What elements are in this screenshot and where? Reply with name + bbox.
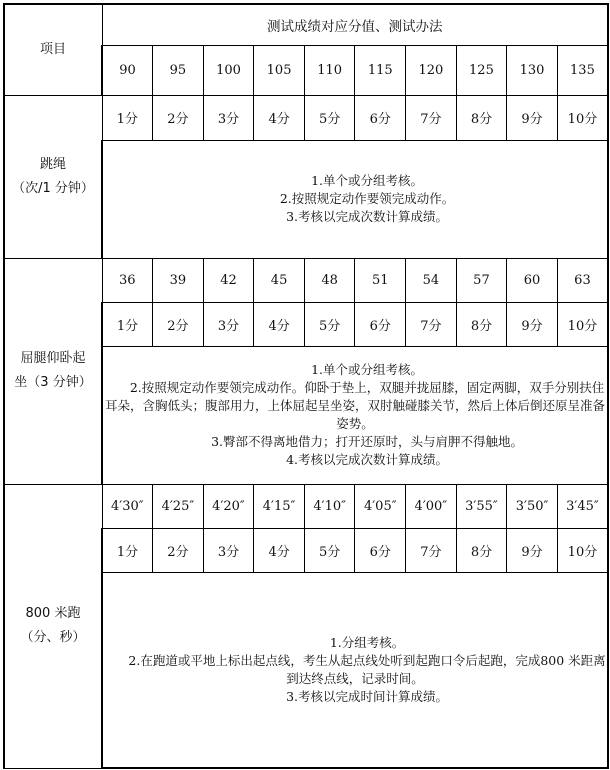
standards-title: 测试成绩对应分值、测试办法 [102, 4, 608, 45]
score-cell: 5分 [304, 302, 355, 346]
score-cell: 5分 [304, 95, 355, 140]
threshold-cell: 45 [254, 258, 305, 302]
threshold-cell: 4′00″ [406, 484, 457, 528]
method-line: 2.按照规定动作要领完成动作。仰卧于垫上，双腿并拢屈膝，固定两脚，双手分别扶住耳朵，含胸低头；腹部用力，上体屈起呈坐姿，双肘触碰膝关节，然后上体后倒还原呈准备姿势。 [105, 380, 606, 431]
threshold-cell: 54 [406, 258, 457, 302]
method-line: 4.考核以完成次数计算成绩。 [286, 452, 448, 467]
score-cell: 5分 [304, 528, 355, 572]
threshold-cell: 115 [355, 45, 406, 95]
score-table [3, 3, 609, 769]
threshold-cell: 48 [304, 258, 355, 302]
situps-unit: 坐（3 分钟） [14, 375, 92, 390]
threshold-cell: 110 [304, 45, 355, 95]
threshold-cell: 100 [203, 45, 254, 95]
jump-rope-method [102, 140, 608, 258]
score-cell: 7分 [406, 528, 457, 572]
score-cell: 9分 [507, 95, 558, 140]
score-cell: 2分 [153, 528, 204, 572]
threshold-cell: 120 [406, 45, 457, 95]
threshold-cell: 130 [507, 45, 558, 95]
threshold-cell: 36 [102, 258, 153, 302]
threshold-cell: 105 [254, 45, 305, 95]
score-cell: 7分 [406, 302, 457, 346]
score-cell: 7分 [406, 95, 457, 140]
project-label: 项目 [39, 41, 66, 57]
run800-name: 800 米跑 [25, 606, 81, 621]
score-cell: 4分 [254, 528, 305, 572]
threshold-cell: 39 [153, 258, 204, 302]
score-cell: 2分 [153, 95, 204, 140]
score-cell: 1分 [102, 302, 153, 346]
threshold-cell: 3′55″ [456, 484, 507, 528]
threshold-cell: 63 [557, 258, 608, 302]
score-cell: 10分 [557, 95, 608, 140]
method-line: 1.单个或分组考核。 [311, 173, 423, 188]
threshold-cell: 4′15″ [254, 484, 305, 528]
threshold-cell: 42 [203, 258, 254, 302]
threshold-cell: 4′20″ [203, 484, 254, 528]
score-cell: 3分 [203, 302, 254, 346]
threshold-cell: 125 [456, 45, 507, 95]
jump-rope-project-cell [4, 95, 102, 258]
situps-project-cell [4, 258, 102, 484]
run800-project-cell [4, 484, 102, 768]
jump-rope-unit: （次/1 分钟） [12, 180, 94, 196]
score-cell: 6分 [355, 528, 406, 572]
threshold-cell: 4′30″ [102, 484, 153, 528]
threshold-cell: 95 [153, 45, 204, 95]
threshold-cell: 4′25″ [153, 484, 204, 528]
score-cell: 8分 [456, 528, 507, 572]
score-cell: 10分 [557, 528, 608, 572]
header-project-cell [4, 4, 102, 95]
score-cell: 4分 [254, 95, 305, 140]
score-cell: 3分 [203, 95, 254, 140]
score-cell: 9分 [507, 302, 558, 346]
threshold-cell: 3′45″ [557, 484, 608, 528]
method-line: 3.考核以完成次数计算成绩。 [286, 209, 448, 224]
score-cell: 6分 [355, 95, 406, 140]
threshold-cell: 3′50″ [507, 484, 558, 528]
threshold-cell: 4′10″ [304, 484, 355, 528]
score-cell: 1分 [102, 528, 153, 572]
threshold-cell: 57 [456, 258, 507, 302]
threshold-cell: 60 [507, 258, 558, 302]
score-cell: 3分 [203, 528, 254, 572]
method-line: 3.臀部不得离地借力；打开还原时，头与肩胛不得触地。 [211, 434, 523, 449]
run800-method [102, 572, 608, 768]
score-cell: 10分 [557, 302, 608, 346]
score-cell: 9分 [507, 528, 558, 572]
jump-rope-name: 跳绳 [39, 156, 66, 172]
score-cell: 8分 [456, 95, 507, 140]
score-cell: 6分 [355, 302, 406, 346]
score-cell: 4分 [254, 302, 305, 346]
method-line: 2.按照规定动作要领完成动作。 [279, 191, 455, 206]
method-line: 1.分组考核。 [329, 634, 405, 650]
score-cell: 8分 [456, 302, 507, 346]
score-cell: 1分 [102, 95, 153, 140]
score-cell: 2分 [153, 302, 204, 346]
threshold-cell: 90 [102, 45, 153, 95]
threshold-cell: 4′05″ [355, 484, 406, 528]
threshold-cell: 135 [557, 45, 608, 95]
run800-unit: （分、秒） [20, 630, 86, 645]
method-line: 3.考核以完成时间计算成绩。 [286, 688, 448, 704]
method-line: 2.在跑道或平地上标出起点线，考生从起点线处听到起跑口令后起跑，完成800 米距离到达终点线，记录时间。 [128, 652, 606, 686]
threshold-cell: 51 [355, 258, 406, 302]
situps-method [102, 346, 608, 484]
method-line: 1.单个或分组考核。 [311, 362, 423, 377]
situps-name: 屈腿仰卧起 [20, 351, 86, 366]
